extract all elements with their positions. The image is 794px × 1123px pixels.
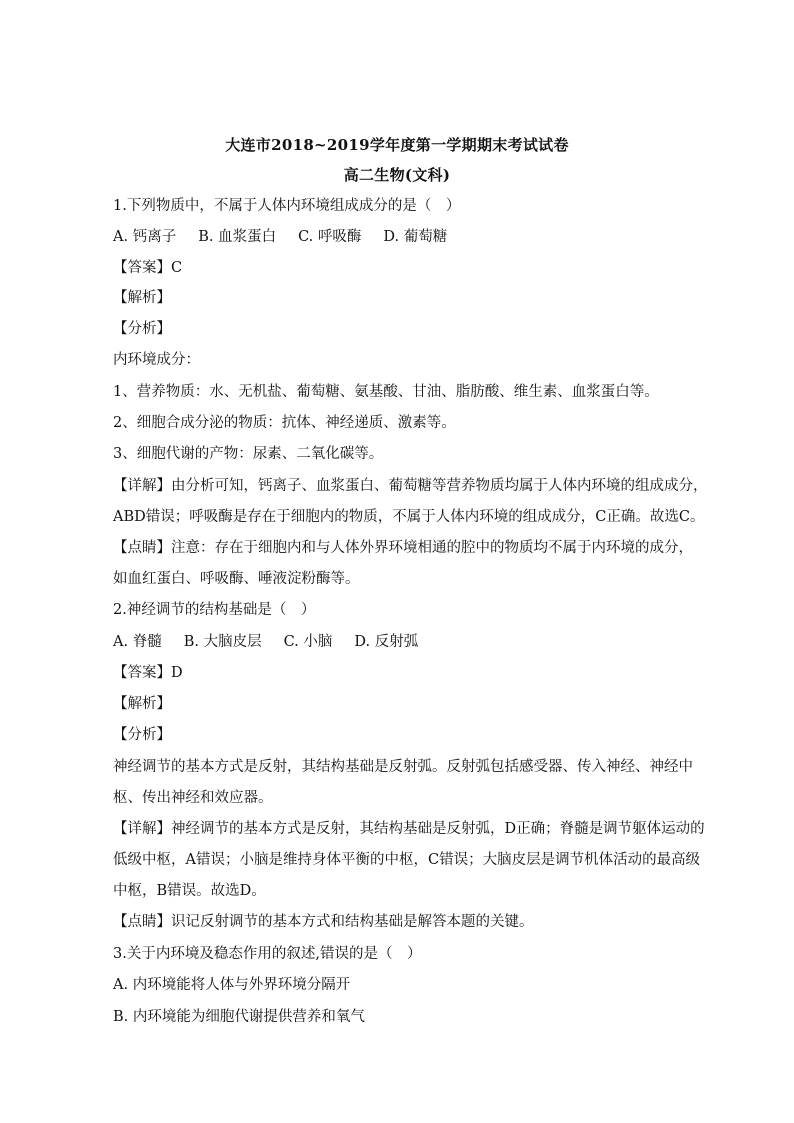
q2-detail-line: 中枢，B错误。故选D。 [113,883,266,899]
q1-options [113,227,469,247]
q2-option-c: C. 小脑 [283,634,333,650]
q1-option-b: B. 血浆蛋白 [198,229,277,245]
q2-stem: 2.神经调节的结构基础是（ ） [113,602,316,618]
q1-jiexi-label: 【解析】 [113,290,171,306]
q3-option-a: A. 内环境能将人体与外界环境分隔开 [113,977,351,993]
q2-option-b: B. 大脑皮层 [183,634,262,650]
q2-jiexi-label: 【解析】 [113,696,171,712]
q3-stem: 3.关于内环境及稳态作用的叙述,错误的是（ ） [113,946,422,962]
q2-fenxi-label: 【分析】 [113,727,171,743]
q2-detail-line: 【详解】神经调节的基本方式是反射，其结构基础是反射弧，D正确；脊髓是调节躯体运动的 [113,821,705,837]
q1-detail-line: ABD错误；呼吸酶是存在于细胞内的物质，不属于人体内环境的组成成分，C正确。故选C。 [113,509,705,525]
q2-analysis-line: 枢、传出神经和效应器。 [113,790,273,806]
q1-analysis-line: 2、细胞合成分泌的物质：抗体、神经递质、激素等。 [113,415,456,431]
q2-option-a: A. 脊髓 [113,634,162,650]
q1-option-a: A. 钙离子 [113,229,177,245]
q2-analysis-line: 神经调节的基本方式是反射，其结构基础是反射弧。反射弧包括感受器、传入神经、神经中 [113,759,693,775]
q1-analysis-line: 3、细胞代谢的产物：尿素、二氧化碳等。 [113,446,384,462]
q1-answer: 【答案】C [113,260,183,276]
document-subtitle: 高二生物(文科) [343,166,451,184]
q1-fenxi-label: 【分析】 [113,321,171,337]
q1-detail-line: 【详解】由分析可知，钙离子、血浆蛋白、葡萄糖等营养物质均属于人体内环境的组成成分， [113,478,708,494]
q1-analysis-line: 1、营养物质：水、无机盐、葡萄糖、氨基酸、甘油、脂肪酸、维生素、血浆蛋白等。 [113,384,659,400]
q1-analysis-line: 内环境成分： [113,352,200,368]
q2-option-d: D. 反射弧 [354,634,419,650]
q2-options [113,632,440,652]
q2-note-line: 【点睛】识记反射调节的基本方式和结构基础是解答本题的关键。 [113,914,534,930]
q1-option-d: D. 葡萄糖 [383,229,448,245]
q1-option-c: C. 呼吸酶 [298,229,362,245]
q3-option-b: B. 内环境能为细胞代谢提供营养和氧气 [113,1009,365,1025]
q1-note-line: 【点睛】注意：存在于细胞内和与人体外界环境相通的腔中的物质均不属于内环境的成分， [113,540,693,556]
document-title: 大连市2018~2019学年度第一学期期末考试试卷 [225,136,569,154]
q1-note-line: 如血红蛋白、呼吸酶、唾液淀粉酶等。 [113,571,360,587]
q2-detail-line: 低级中枢，A错误；小脑是维持身体平衡的中枢，C错误；大脑皮层是调节机体活动的最高级 [113,852,701,868]
q1-stem: 1.下列物质中，不属于人体内环境组成成分的是（ ） [113,198,461,214]
q2-answer: 【答案】D [113,665,183,681]
